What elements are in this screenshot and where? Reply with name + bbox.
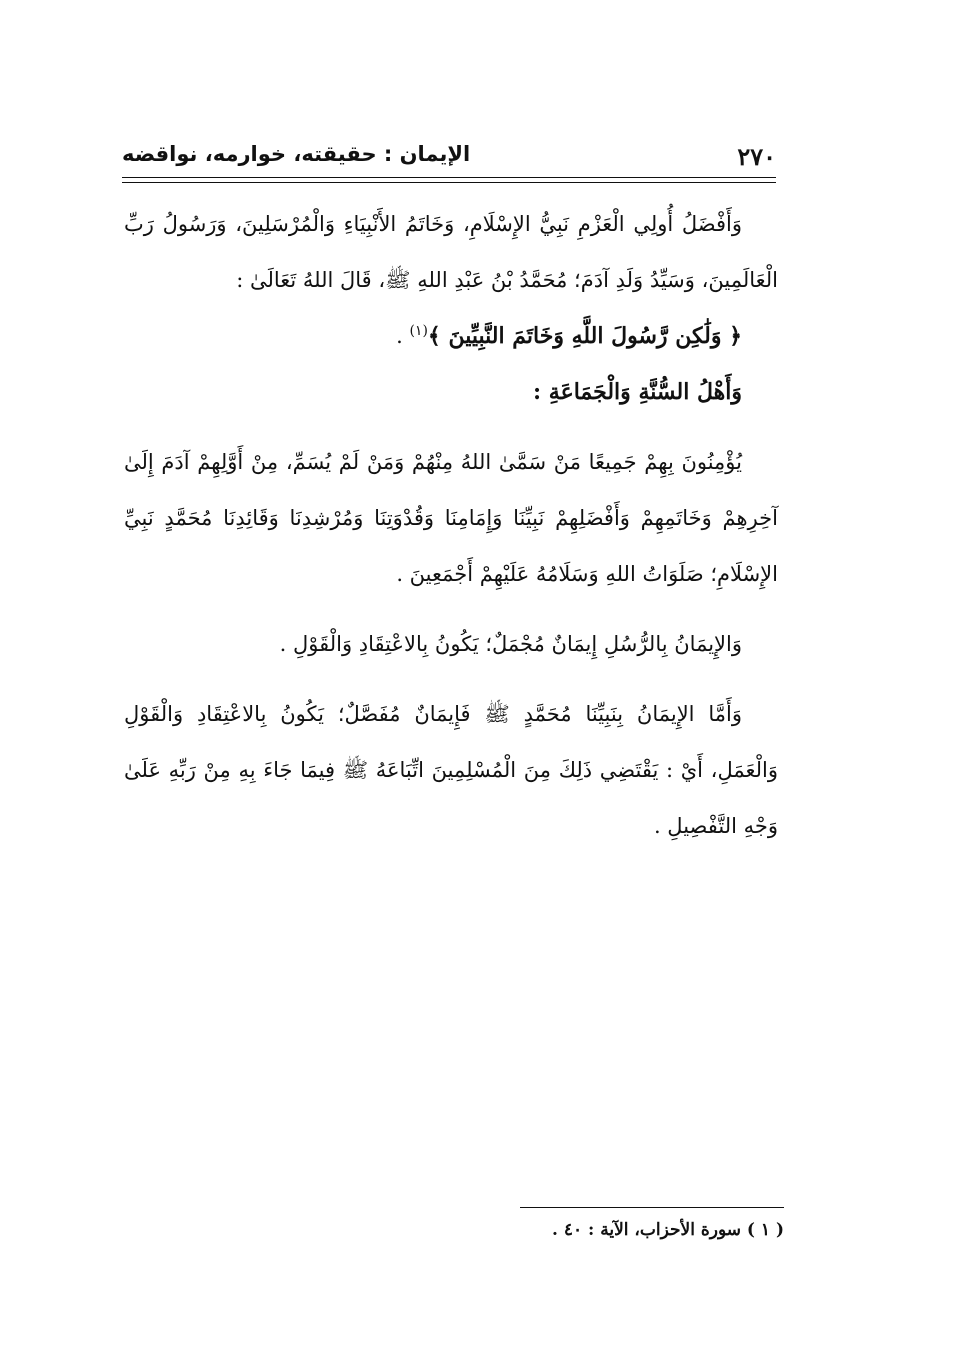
footnote: ( ١ ) سورة الأحزاب، الآية : ٤٠ .: [552, 1220, 784, 1240]
section-heading: وَأَهْلُ السُّنَّةِ وَالْجَمَاعَةِ :: [533, 379, 742, 405]
paragraph-prophet-virtue: وَأَفْضَلُ أُولِي الْعَزْمِ نَبِيُّ الإِسْلَامِ، وَخَاتَمُ الأَنْبِيَاءِ وَالْمُرْسَلِينَ، وَرَسُولُ رَبِّ الْعَالَمِينَ، وَسَيِّدُ وَلَدِ آدَمَ؛ مُحَمَّدُ بْنُ عَبْدِ اللهِ ﷺ، قَالَ اللهُ تَعَالَىٰ :: [124, 212, 778, 292]
main-text: [124, 196, 778, 854]
paragraph-general-belief: وَالإِيمَانُ بِالرُّسُلِ إِيمَانٌ مُجْمَلٌ؛ يَكُونُ بِالاعْتِقَادِ وَالْقَوْلِ .: [279, 632, 742, 656]
header-rule-top: [122, 177, 776, 178]
paragraph-detailed-belief: وَأَمَّا الإِيمَانُ بِنَبِيِّنَا مُحَمَّدٍ ﷺ فَإِيمَانٌ مُفَصَّلٌ؛ يَكُونُ بِالاعْتِقَادِ وَالْقَوْلِ وَالْعَمَلِ، أَيْ : يَقْتَضِي ذَلِكَ مِنَ الْمُسْلِمِينَ اتِّبَاعَهُ ﷺ فِيمَا جَاءَ بِهِ مِنْ رَبِّهِ عَلَىٰ وَجْهِ التَّفْصِيلِ .: [124, 702, 778, 838]
footnote-reference: (١): [409, 323, 428, 339]
quran-verse: ﴿ وَلَٰكِن رَّسُولَ اللَّهِ وَخَاتَمَ النَّبِيِّينَ ﴾: [427, 323, 742, 349]
quran-verse-line: [124, 308, 778, 364]
paragraph-belief-all-prophets: يُؤْمِنُونَ بِهِمْ جَمِيعًا مَنْ سَمَّىٰ اللهُ مِنْهُمْ وَمَنْ لَمْ يُسَمِّ، مِنْ أَوَّلِهِمْ آدَمَ إِلَىٰ آخِرِهِمْ وَخَاتَمِهِمْ وَأَفْضَلِهِمْ نَبِيِّنَا وَإِمَامِنَا وَقُدْوَتِنَا وَمُرْشِدِنَا وَقَائِدِنَا مُحَمَّدٍ نَبِيِّ الإِسْلَامِ؛ صَلَوَاتُ اللهِ وَسَلَامُهُ عَلَيْهِمْ أَجْمَعِينَ .: [124, 450, 778, 586]
footnote-separator: [520, 1207, 784, 1208]
page-number: ٢٧٠: [737, 142, 776, 171]
page-header: [122, 136, 776, 176]
header-rule-bottom: [122, 182, 776, 183]
running-title: الإيمان : حقيقته، خوارمه، نواقضه: [122, 142, 471, 166]
verse-end-punctuation: .: [396, 324, 403, 348]
